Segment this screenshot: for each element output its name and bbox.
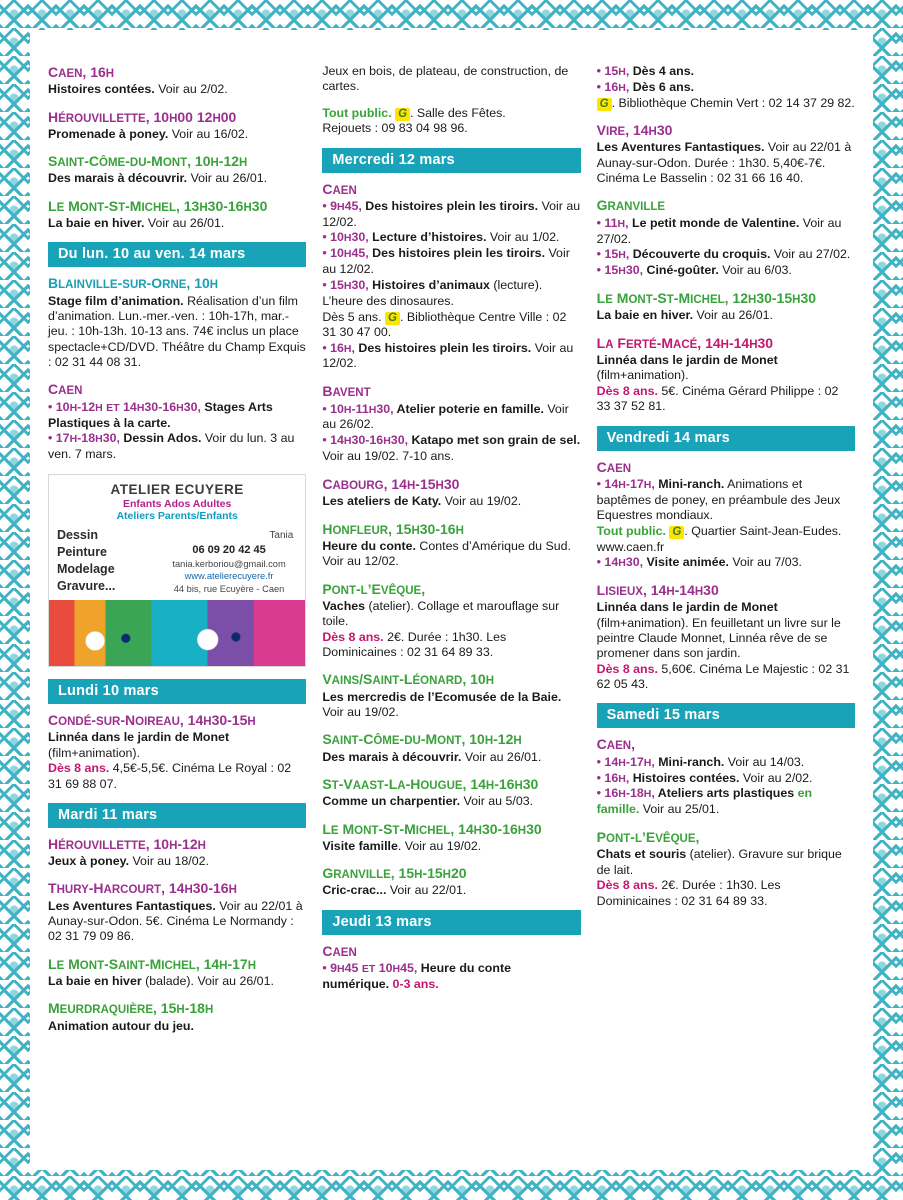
game-icon: G [385,312,400,325]
ad-subtitle-2: Ateliers Parents/Enfants [116,510,238,523]
event-detail: Voir au 12/02. [322,340,574,371]
event-entry [597,122,855,186]
event-title: Promenade à poney. [48,126,169,141]
city-heading: SAINT-CÔME-DU-MONT, 10H-12H [322,731,522,748]
event-body [322,794,580,809]
practical-line [48,761,306,792]
city-heading: LE MONT-SAINT-MICHEL, 14H-17H [48,955,257,972]
time-label: • 11H, [596,215,629,230]
event-detail: Voir au 19/02. 7-10 ans. [322,449,454,464]
day-heading: Mercredi 12 mars [322,148,580,173]
event-body [322,690,580,721]
city-heading: LE MONT-ST-MICHEL, 13H30-16H30 [48,197,268,214]
event-entry [322,671,580,720]
event-entry [48,712,306,792]
day-heading: Du lun. 10 au ven. 14 mars [48,242,306,267]
event-body [322,599,580,630]
event-group [322,943,580,993]
age-note: 0-3 ans. [389,976,439,991]
age-note: Dès 8 ans. [48,761,113,776]
contact-line: Rejouets : 09 83 04 98 96. [322,121,468,136]
event-entry [597,582,855,692]
event-title: Stages Arts Plastiques à la carte. [48,399,273,430]
event-body [48,730,306,761]
city-heading: SAINT-CÔME-DU-MONT, 10H-12H [48,153,248,170]
event-title: Katapo met son grain de sel. [408,433,581,448]
event-detail: Voir au 18/02. [129,854,209,869]
ad-website: www.atelierecuyere.fr [184,571,274,582]
event-title: Animation autour du jeu. [48,1018,194,1033]
event-group [322,383,580,465]
event-body [597,308,855,323]
list-item [597,216,855,248]
event-title: Des marais à découvrir. [322,749,462,764]
city-heading: GRANVILLE, 15H-15H20 [322,865,467,882]
event-title: Linnéa dans le jardin de Monet [596,600,778,615]
city-heading: ST-VAAST-LA-HOUGUE, 14H-16H30 [322,775,539,792]
event-body [48,171,306,186]
event-title: Linnéa dans le jardin de Monet [48,730,230,745]
event-body [48,899,306,945]
list-item [322,199,580,231]
event-body [48,1019,306,1034]
city-heading: LISIEUX, 14H-14H30 [596,581,719,598]
event-detail: Voir au 2/02. [154,82,228,97]
event-detail: (film+animation). [48,745,140,760]
venue-detail: . Salle des Fêtes. [410,105,506,120]
event-body [48,127,306,142]
event-body [322,883,580,898]
event-title: Les Aventures Fantastiques. [48,898,216,913]
event-detail: Voir au 7/03. [728,555,802,570]
event-entry [48,64,306,98]
city-heading: CONDÉ-SUR-NOIREAU, 14H30-15H [48,712,256,729]
ad-discipline: Modelage [57,561,115,576]
time-label: • 15H, [596,247,630,262]
time-label: • 16H, [596,79,630,94]
ad-discipline: Dessin [57,528,98,543]
event-title-highlight: en famille. [596,786,813,817]
city-heading: VIRE, 14H30 [596,122,673,139]
event-body [48,216,306,231]
list-item [597,247,855,263]
event-body [48,82,306,97]
event-title: Visite animée. [643,555,729,570]
event-detail: Voir au 14/03. [724,754,805,769]
event-body [597,600,855,662]
event-entry [322,821,580,855]
city-heading: PONT-L’EVÊQUE, [596,829,700,846]
event-body [48,854,306,869]
list-item [322,341,580,373]
event-title: Les ateliers de Katy. [322,494,442,509]
time-label: • 17H-18H30, [48,431,120,446]
time-label: • 10H-12H ET 14H30-16H30, [48,399,201,414]
event-body [597,353,855,384]
event-group [597,64,855,111]
ad-artwork [49,600,305,666]
ad-disciplines [57,527,159,595]
event-title: Découverte du croquis. [629,247,771,262]
practical-info: 2€. Durée : 1h30. Les Dominicaines : 02 31 64 89 33. [322,629,507,659]
event-body [322,750,580,765]
day-heading: Lundi 10 mars [48,679,306,704]
ad-title: ATELIER ECUYERE [110,482,244,498]
list-item [322,961,580,993]
list-item [597,786,855,818]
event-title: Dessin Ados. [119,431,202,446]
event-detail: Voir au 12/02. [322,198,581,229]
event-body [597,847,855,878]
time-label: • 14H30, [596,555,644,570]
time-label: • 9H45, [322,198,362,213]
event-detail: Animations et baptêmes de poney, en préambule des Jeux Equestres mondiaux. [596,476,841,523]
event-detail: Voir au 1/02. [486,230,560,245]
event-entry [597,829,855,909]
practical-info: Dès 5 ans. G . Bibliothèque Centre Ville : 02 31 30 47 00. [322,309,567,340]
event-entry [48,1000,306,1034]
event-group [322,181,580,373]
city-heading: BAVENT [322,383,371,400]
event-detail: Voir au 27/02. [770,247,851,262]
list-item [597,477,855,525]
page [30,30,873,1170]
city-heading: CAEN [48,381,83,398]
event-entry [597,335,855,415]
practical-info: 5€. Cinéma Gérard Philippe : 02 33 37 52 81. [596,383,839,414]
event-title: Dès 4 ans. [629,64,695,78]
list-item [597,555,855,571]
city-heading: CAEN, [596,736,635,753]
event-entry [48,153,306,187]
event-title: Jeux à poney. [48,854,130,869]
event-entry [48,836,306,870]
practical-line [597,524,855,555]
event-title: Lecture d’histoires. [368,230,487,245]
event-title: Mini-ranch. [654,476,725,491]
event-title: Heure du conte. [322,538,416,553]
ad-discipline: Peinture [57,545,108,560]
time-label: • 14H30-16H30, [322,433,409,448]
age-note: Dès 8 ans. [596,661,662,676]
event-title: Histoires d’animaux [368,278,490,293]
ad-subtitle-1: Enfants Ados Adultes [123,498,232,511]
event-detail: (atelier). Gravure sur brique de lait. [596,847,842,877]
event-entry [48,109,306,143]
event-body [322,839,580,854]
city-heading: CAEN, 16H [48,64,115,80]
event-entry [48,275,306,370]
event-entry [322,581,580,661]
age-note: Dès 8 ans. [596,383,662,398]
tout-public-label: Tout public. [322,105,392,120]
city-heading: LE MONT-ST-MICHEL, 12H30-15H30 [596,290,817,307]
event-body [322,494,580,509]
time-label: • 15H30, [596,263,644,278]
time-label: • 16H, [322,340,355,355]
event-title: Heure du conte numérique. [322,960,511,991]
event-title: Histoires contées. [629,770,740,785]
event-entry [322,521,580,570]
event-detail: (lecture). L’heure des dinosaures. [322,278,543,308]
time-label: • 10H-11H30, [322,401,394,416]
event-title: Des histoires plein les tiroirs. [368,246,546,261]
event-detail: Voir au 19/02. [322,704,399,719]
ad-email: tania.kerboriou@gmail.com [172,558,286,569]
day-heading: Mardi 11 mars [48,803,306,828]
ad-phone: 06 09 20 42 45 [192,543,266,556]
practical-info: 5,60€. Cinéma Le Majestic : 02 31 62 05 43. [596,661,850,692]
list-item [597,755,855,771]
event-title: Atelier poterie en famille. [393,401,544,416]
list-item [322,433,580,465]
event-title: La baie en hiver. [596,308,694,323]
event-group [597,459,855,571]
time-label: • 15H30, [322,278,369,293]
day-heading: Vendredi 14 mars [597,426,855,451]
event-title: La baie en hiver. [48,216,145,230]
city-heading: THURY-HARCOURT, 14H30-16H [48,880,237,897]
game-icon: G [597,98,612,111]
event-entry [322,731,580,765]
age-note: Dès 8 ans. [322,629,388,644]
time-label: • 10H30, [322,230,369,245]
list-item [597,771,855,787]
city-heading: GRANVILLE [596,197,666,214]
advertisement [48,474,306,667]
event-entry [48,956,306,990]
event-title: Mini-ranch. [654,754,725,769]
event-detail: Voir au 22/01 à Aunay-sur-Odon. Durée : 1h30. 5,40€-7€. Cinéma Le Basselin : 02 31 66 16 40. [596,140,852,186]
practical-info: Tout public. G . Quartier Saint-Jean-Eudes. www.caen.fr [596,524,842,554]
practical-info: 4,5€-5,5€. Cinéma Le Royal : 02 31 69 88 07. [48,761,292,791]
list-item [597,263,855,279]
event-detail: (film+animation). En feuilletant un livre sur le peintre Claude Monnet, Linnéa rêve de se promener dans son jardin. [596,615,841,661]
list-item [48,431,306,463]
event-detail: Voir au 16/02. [168,126,249,141]
city-heading: LA FERTÉ-MACÉ, 14H-14H30 [596,334,774,351]
event-body [48,974,306,989]
event-detail: Voir au 2/02. [739,770,813,785]
practical-line [597,384,855,415]
event-body [48,294,306,371]
event-entry [322,476,580,510]
city-heading: CABOURG, 14H-15H30 [322,476,460,493]
event-title: Dès 6 ans. [629,79,695,94]
event-title: Ciné-goûter. [643,263,719,278]
city-heading: PONT-L’EVÊQUE, [322,580,426,597]
city-heading: MEURDRAQUIÈRE, 15H-18H [48,1000,214,1017]
event-title: Stage film d’animation. [48,293,184,308]
event-entry [322,776,580,810]
ad-contact-name: Tania [269,530,294,542]
event-title: Cric-crac... [322,883,387,898]
event-detail: Voir au 26/01. [693,308,773,323]
event-title: Visite famille [322,838,398,853]
event-title: La baie en hiver [48,974,142,989]
event-detail: Voir au 6/03. [718,263,792,278]
time-label: • 15H, [596,64,630,78]
venue-info [322,106,580,137]
event-detail: Voir au 25/01. [639,802,720,817]
event-detail: Voir au 26/01. [461,749,542,764]
paragraph: Jeux en bois, de plateau, de construction, de cartes. [322,64,569,94]
city-heading: CAEN [596,458,632,475]
city-heading: HONFLEUR, 15H30-16H [322,520,464,537]
city-heading: LE MONT-ST-MICHEL, 14H30-16H30 [322,820,542,837]
event-detail: Voir au 12/02. [322,246,570,277]
list-item [322,278,580,310]
time-label: • 16H, [596,770,630,785]
three-column-layout [48,64,855,1162]
event-title: Le petit monde de Valentine. [628,215,800,230]
list-item [322,246,580,278]
event-title: Des histoires plein les tiroirs. [354,340,532,355]
event-detail: Réalisation d’un film d’animation. Lun.-mer.-ven. : 10h-17h, mar.-jeu. : 10h-13h. 10-13 ans. 74€ inclus un place spectacle+CD/DVD. Théâtre du Champ Exquis : 02 31 44 08 31. [48,293,306,370]
event-detail: (balade). Voir au 26/01. [141,974,274,989]
practical-info: 2€. Durée : 1h30. Les Dominicaines : 02 31 64 89 33. [596,878,781,908]
event-title: Vaches [322,598,366,613]
event-entry [48,198,306,232]
city-heading: BLAINVILLE-SUR-ORNE, 10H [48,275,219,292]
game-icon: G [669,526,684,539]
list-item [597,64,855,80]
practical-line [322,310,580,341]
game-icon: G [395,108,410,121]
practical-line [597,662,855,693]
event-entry [322,865,580,899]
event-detail: Contes d’Amérique du Sud. Voir au 12/02. [322,538,571,569]
event-group [48,381,306,463]
event-body [597,140,855,186]
event-detail: (film+animation). [596,368,689,383]
ad-address: 44 bis, rue Ecuyère - Caen [173,583,285,594]
event-title: Linnéa dans le jardin de Monet [596,353,778,367]
event-title: Des histoires plein les tiroirs. [361,198,539,213]
event-detail: Voir au 26/02. [322,401,569,432]
time-label: • 9H45 ET 10H45, [322,960,418,975]
event-detail: . Voir au 19/02. [397,838,482,853]
practical-line [597,878,855,909]
list-item [322,402,580,434]
day-heading: Samedi 15 mars [597,703,855,728]
practical-line [597,96,855,111]
time-label: • 16H-18H, [596,786,655,801]
city-heading: CAEN [322,942,357,959]
event-title: Chats et souris [596,847,687,862]
list-item [48,400,306,432]
day-heading: Jeudi 13 mars [322,910,580,935]
event-entry [597,290,855,324]
ad-contact [159,527,300,595]
event-title: Histoires contées. [48,82,155,97]
event-body [322,539,580,570]
city-heading: HÉROUVILLETTE, 10H-12H [48,835,206,852]
event-detail: Voir au 22/01. [386,883,467,898]
time-label: • 14H-17H, [596,754,655,769]
event-title: Les Aventures Fantastiques. [596,140,765,155]
event-title: Ateliers arts plastiques [654,786,798,801]
time-label: • 14H-17H, [596,476,655,491]
event-entry [48,880,306,944]
practical-line [322,630,580,661]
event-detail: Voir au 19/02. [441,494,522,509]
event-detail: Voir au 27/02. [596,215,842,246]
list-item [597,80,855,96]
event-title: Des marais à découvrir. [48,171,188,186]
event-detail: Voir du lun. 3 au ven. 7 mars. [48,431,295,462]
event-detail: Voir au 5/03. [460,794,534,809]
event-title: Comme un charpentier. [322,794,461,809]
city-heading: VAINS/SAINT-LÉONARD, 10H [322,671,495,688]
age-note: Dès 8 ans. [596,878,662,893]
event-group [597,197,855,279]
city-heading: CAEN [322,180,357,197]
event-group [597,736,855,818]
list-item [322,230,580,246]
event-detail: Voir au 26/01. [144,216,225,230]
ad-discipline: Gravure... [57,578,116,593]
practical-info: G . Bibliothèque Chemin Vert : 02 14 37 29 82. [597,96,855,110]
event-title: Les mercredis de l’Ecomusée de la Baie. [322,689,562,704]
time-label: • 10H45, [322,246,369,261]
tout-public-label: Tout public. [596,524,666,539]
city-heading: HÉROUVILLETTE, 10H00 12H00 [48,108,237,125]
event-detail: (atelier). Collage et marouflage sur toile. [322,598,560,629]
event-detail: Voir au 22/01 à Aunay-sur-Odon. 5€. Cinéma Le Normandy : 02 31 79 09 86. [48,898,303,944]
event-detail: Voir au 26/01. [187,171,268,186]
